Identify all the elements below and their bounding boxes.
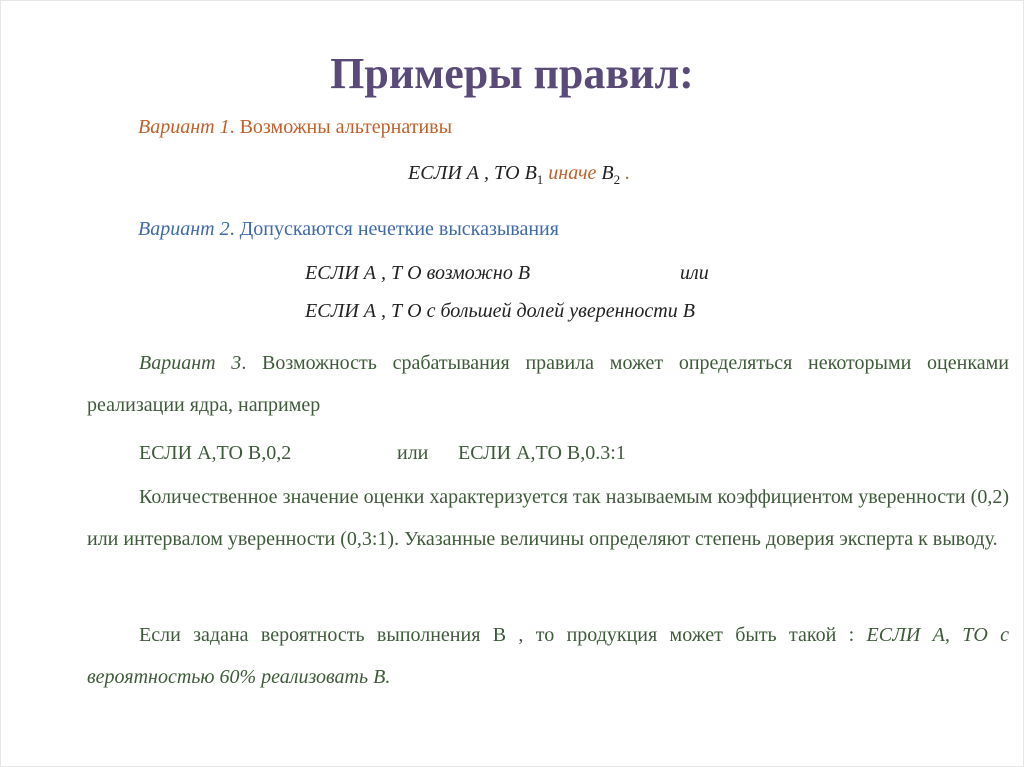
variant3-example-or: или <box>397 442 429 464</box>
variant3-label: Вариант 3 <box>139 352 242 374</box>
variant2-text: . Допускаются нечеткие высказывания <box>229 218 559 240</box>
variant1-label: Вариант 1 <box>138 116 230 138</box>
variant1-formula-if: ЕСЛИ А , ТО В <box>408 162 537 184</box>
variant1-formula-sub2: 2 <box>613 172 621 187</box>
variant2-line <box>138 218 559 241</box>
variant3-probability-text: Если задана вероятность выполнения В , то продукция может быть такой : <box>139 624 855 646</box>
variant2-or-word: или <box>680 262 709 284</box>
variant1-line <box>138 116 452 139</box>
variant3-example-b: ЕСЛИ А,ТО В,0.3:1 <box>458 442 626 464</box>
variant1-formula <box>408 162 630 188</box>
variant2-label: Вариант 2 <box>138 218 230 240</box>
slide-title: Примеры правил: <box>330 49 694 98</box>
variant3-example-a: ЕСЛИ А,ТО В,0,2 <box>139 442 292 464</box>
variant2-formula2: ЕСЛИ А , Т О с большей долей уверенности В <box>305 300 695 322</box>
variant1-formula-sub1: 1 <box>536 172 544 187</box>
variant1-else-word: иначе <box>548 162 597 184</box>
variant2-formula1 <box>305 262 530 285</box>
variant3-explanation: Количественное значение оценки характеризуется так называемым коэффициентом уверенности (0,2) или интервалом уверенности (0,3:1). Указанные величины определяют степень доверия эксперта к выводу. <box>87 486 1009 550</box>
variant3-probability <box>87 614 1009 698</box>
variant1-formula-b: В <box>601 162 614 184</box>
variant3-probability-rule: ЕСЛИ А, ТО с вероятностью 60% реализовать В. <box>87 624 1009 688</box>
variant1-text: . Возможны альтернативы <box>229 116 453 138</box>
variant1-formula-dot: . <box>620 162 631 184</box>
variant2-formula1-text: ЕСЛИ А , Т О возможно В <box>305 262 531 284</box>
variant3-text: . Возможность срабатывания правила может определяться некоторыми оценками реализации ядра, например <box>87 352 1009 416</box>
variant3-paragraph <box>87 342 1009 426</box>
